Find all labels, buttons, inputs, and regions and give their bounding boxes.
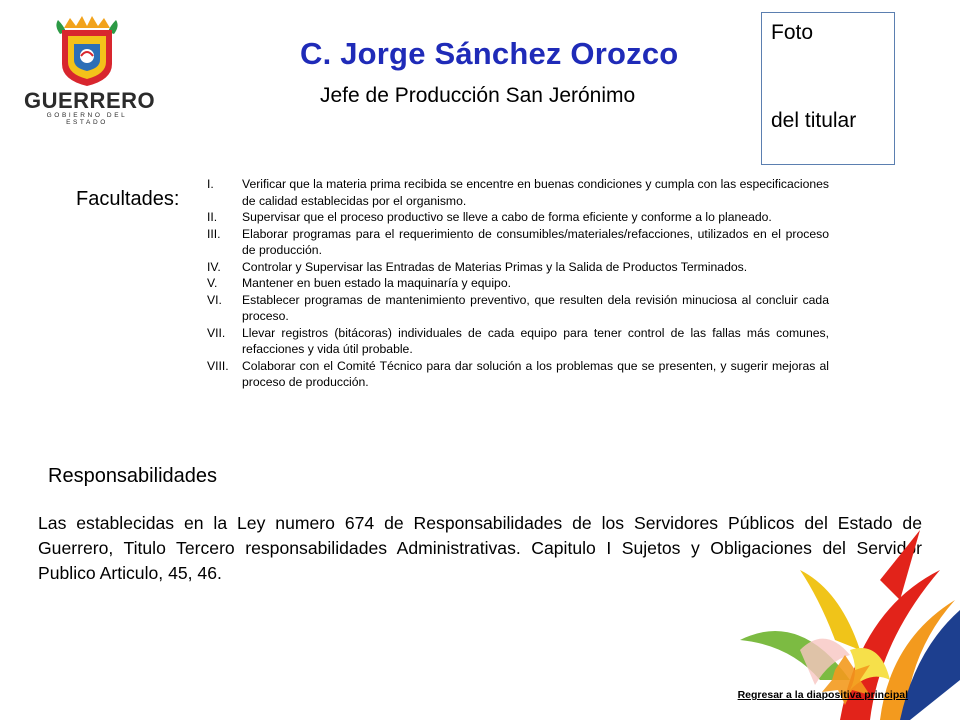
- facultad-text: Elaborar programas para el requerimiento de consumibles/materiales/refacciones, utilizados en el proceso de producción.: [242, 226, 829, 257]
- facultades-label: Facultades:: [76, 188, 180, 210]
- facultad-item: [207, 176, 829, 209]
- facultad-text: Controlar y Supervisar las Entradas de Materias Primas y la Salida de Productos Terminados.: [242, 259, 748, 274]
- facultad-item: [207, 259, 829, 276]
- facultad-item: [207, 358, 829, 391]
- facultad-text: Verificar que la materia prima recibida se encentre en buenas condiciones y cumpla con las especificaciones de calidad establecidas por el organismo.: [242, 177, 829, 208]
- facultad-number: VIII.: [207, 358, 229, 373]
- logo-subtitle: GOBIERNO DEL ESTADO: [46, 112, 128, 126]
- person-name-title: C. Jorge Sánchez Orozco: [300, 36, 679, 71]
- facultad-item: [207, 325, 829, 358]
- facultad-text: Supervisar que el proceso productivo se lleve a cabo de forma eficiente y conforme a lo planeado.: [242, 210, 772, 224]
- job-position-subtitle: Jefe de Producción San Jerónimo: [320, 84, 636, 107]
- photo-placeholder: [761, 12, 895, 165]
- facultad-text: Colaborar con el Comité Técnico para dar solución a los problemas que se presenten, y sugerir mejoras al proceso de producción.: [242, 358, 829, 389]
- photo-label-line2: del titular: [771, 109, 857, 132]
- facultad-text: Llevar registros (bitácoras) individuales de cada equipo para tener control de las fallas más comunes, refacciones y vida útil probable.: [242, 325, 829, 356]
- facultad-item: [207, 209, 829, 226]
- facultad-number: III.: [207, 226, 221, 241]
- back-to-main-slide-link[interactable]: Regresar a la diapositiva principal: [737, 689, 908, 701]
- responsabilidades-heading: Responsabilidades: [48, 465, 218, 487]
- facultad-number: IV.: [207, 259, 221, 274]
- facultades-list: [207, 176, 829, 391]
- facultad-item: [207, 292, 829, 325]
- facultad-item: [207, 226, 829, 259]
- facultad-text: Establecer programas de mantenimiento preventivo, que resulten dela revisión minuciosa al concluir cada proceso.: [242, 292, 829, 323]
- facultad-number: I.: [207, 177, 214, 191]
- facultad-text: Mantener en buen estado la maquinaría y equipo.: [242, 276, 511, 290]
- facultad-number: V.: [207, 276, 218, 290]
- logo-brand-text: GUERRERO: [24, 88, 156, 113]
- facultad-number: VII.: [207, 325, 226, 340]
- guerrero-logo: [24, 14, 156, 126]
- facultad-item: [207, 275, 829, 292]
- responsabilidades-text: Las establecidas en la Ley numero 674 de Responsabilidades de los Servidores Públicos del Estado de Guerrero, Titulo Tercero responsabilidades Administrativas. Capitulo I Sujetos y Obligaciones del Servidor Publico Articulo, 45, 46.: [38, 513, 922, 583]
- photo-label-line1: Foto: [771, 21, 814, 44]
- facultad-number: VI.: [207, 292, 222, 307]
- facultad-number: II.: [207, 210, 218, 224]
